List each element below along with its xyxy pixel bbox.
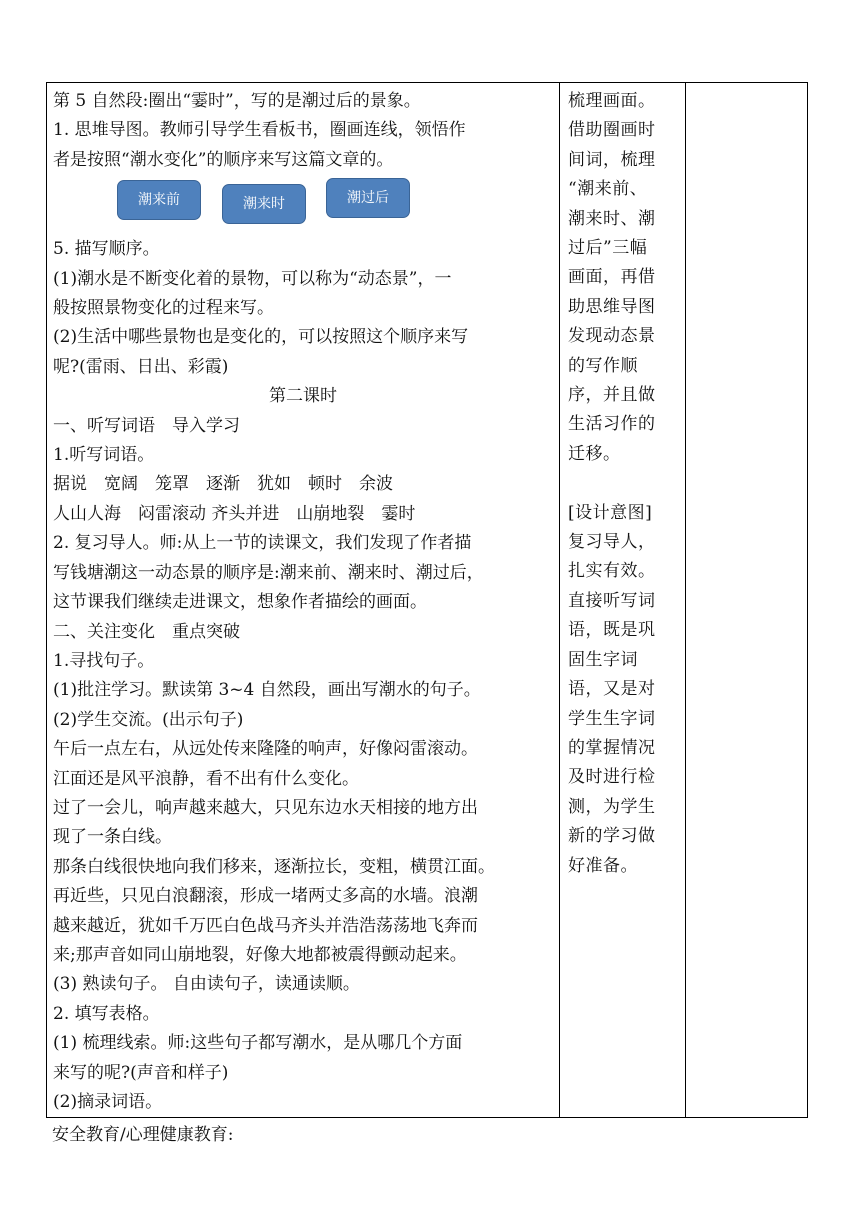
- side-note-line: 迁移。: [568, 443, 621, 464]
- text-line: 一、听写词语 导入学习: [53, 415, 240, 436]
- side-note-line: 学生生字词: [568, 708, 656, 729]
- side-note-line: 固生字词: [568, 649, 638, 670]
- text-line: 者是按照“潮水变化”的顺序来写这篇文章的。: [53, 149, 394, 170]
- text-line: (2)生活中哪些景物也是变化的，可以按照这个顺序来写: [53, 327, 469, 348]
- side-note-line: 语，又是对: [568, 679, 656, 700]
- text-line: 1.听写词语。: [53, 445, 155, 466]
- text-line: 1.寻找句子。: [53, 650, 155, 671]
- side-note-line: 间词，梳理: [568, 149, 656, 170]
- side-note-line: 画面，再借: [568, 267, 656, 288]
- text-line: 午后一点左右，从远处传来隆隆的响声，好像闷雷滚动。: [53, 739, 478, 760]
- side-note-line: 直接听写词: [568, 590, 656, 611]
- side-note-line: 生活习作的: [568, 414, 656, 435]
- text-line: 1. 思堆导图。教师引导学生看板书，圈画连线，领悟作: [53, 120, 466, 141]
- side-note-line: 测，为学生: [568, 796, 656, 817]
- side-note-line: 潮来时、潮: [568, 208, 656, 229]
- flow-node-during-tide: 潮来时: [222, 184, 306, 224]
- flowchart: [53, 175, 553, 235]
- side-note-line: 发现动态景: [568, 326, 656, 347]
- side-note-line: 扎实有效。: [568, 561, 656, 582]
- side-note-block-b: [568, 499, 679, 881]
- side-note-line: 新的学习做: [568, 826, 656, 847]
- side-note-line: 复习导人，: [568, 532, 656, 553]
- text-line: 人山人海 闷雷滚动 齐头并进 山崩地裂 霎时: [53, 503, 416, 524]
- side-note-line: 的掌握情况: [568, 737, 656, 758]
- text-line: (1)批注学习。默读第 3~4 自然段，画出写潮水的句子。: [53, 680, 481, 701]
- text-line: 这节课我们继续走进课文，想象作者描绘的画面。: [53, 592, 427, 613]
- lesson-plan-table: [46, 82, 808, 1118]
- text-line: 2. 复习导人。师:从上一节的读课文，我们发现了作者描: [53, 533, 472, 554]
- text-line: 第 5 自然段:圈出“霎时”，写的是潮过后的景象。: [53, 91, 421, 111]
- teaching-process-cell: [47, 83, 560, 1118]
- text-line: (1) 梳理线索。师:这些句子都写潮水，是从哪几个方面: [53, 1033, 463, 1054]
- side-note-gap: [568, 469, 679, 498]
- text-line: 写钱塘潮这一动态景的顺序是:潮来前、潮来时、潮过后，: [53, 562, 484, 583]
- process-text-block-b: [53, 235, 553, 382]
- safety-education-label: 安全教育/心理健康教育:: [52, 1125, 234, 1145]
- text-line: 过了一会儿，响声越来越大，只见东边水天相接的地方出: [53, 797, 478, 818]
- text-line: 来;那声音如同山崩地裂，好像大地都被震得颤动起来。: [53, 944, 467, 965]
- text-line: 2. 填写表格。: [53, 1003, 160, 1024]
- side-note-block-a: [568, 87, 679, 469]
- text-line: 江面还是风平浪静，看不出有什么变化。: [53, 768, 359, 789]
- text-line: (1)潮水是不断变化着的景物，可以称为“动态景”，一: [53, 268, 452, 289]
- process-text-block-a: [53, 87, 553, 175]
- side-note-line: 梳理画面。: [568, 91, 656, 111]
- text-line: 般按照景物变化的过程来写。: [53, 298, 274, 319]
- process-text-block-c: [53, 412, 553, 1118]
- text-line: (3) 熟读句子。 自由读句子，读通读顺。: [53, 974, 360, 995]
- side-note-line: 的写作顺: [568, 355, 638, 376]
- side-note-line: “潮来前、: [568, 179, 648, 200]
- text-line: 那条白线很快地向我们移来，逐渐拉长，变粗，横贯江面。: [53, 856, 495, 877]
- design-intent-cell: [560, 83, 686, 1118]
- side-note-line: 过后”三幅: [568, 238, 648, 259]
- side-note-line: 语，既是巩: [568, 620, 656, 641]
- text-line: 二、关注变化 重点突破: [53, 621, 240, 642]
- side-note-line: 助思维导图: [568, 296, 656, 317]
- text-line: 据说 宽阔 笼罩 逐渐 犹如 顿时 余波: [53, 474, 393, 495]
- lesson-title: 第二课时: [269, 386, 337, 407]
- side-note-line: 好准备。: [568, 855, 638, 876]
- side-note-line: 借助圈画时: [568, 120, 656, 141]
- text-line: 呢?(雷雨、日出、彩霞): [53, 356, 229, 377]
- text-line: 再近些，只见白浪翻滚，形成一堵两丈多高的水墙。浪潮: [53, 886, 478, 907]
- text-line: 越来越近，犹如千万匹白色战马齐头并浩浩荡荡地飞奔而: [53, 915, 478, 936]
- text-line: (2)摘录词语。: [53, 1092, 163, 1112]
- side-note-line: 及时进行检: [568, 767, 656, 788]
- flow-node-before-tide: 潮来前: [117, 180, 201, 220]
- text-line: (2)学生交流。(出示句子): [53, 709, 244, 730]
- side-note-line: [设计意图]: [568, 502, 653, 523]
- text-line: 来写的呢?(声音和样子): [53, 1062, 229, 1083]
- blank-cell: [686, 83, 808, 1118]
- flow-node-after-tide: 潮过后: [326, 178, 410, 218]
- text-line: 5. 描写顺序。: [53, 239, 160, 260]
- side-note-line: 序，并且做: [568, 385, 656, 406]
- text-line: 现了一条白线。: [53, 827, 172, 848]
